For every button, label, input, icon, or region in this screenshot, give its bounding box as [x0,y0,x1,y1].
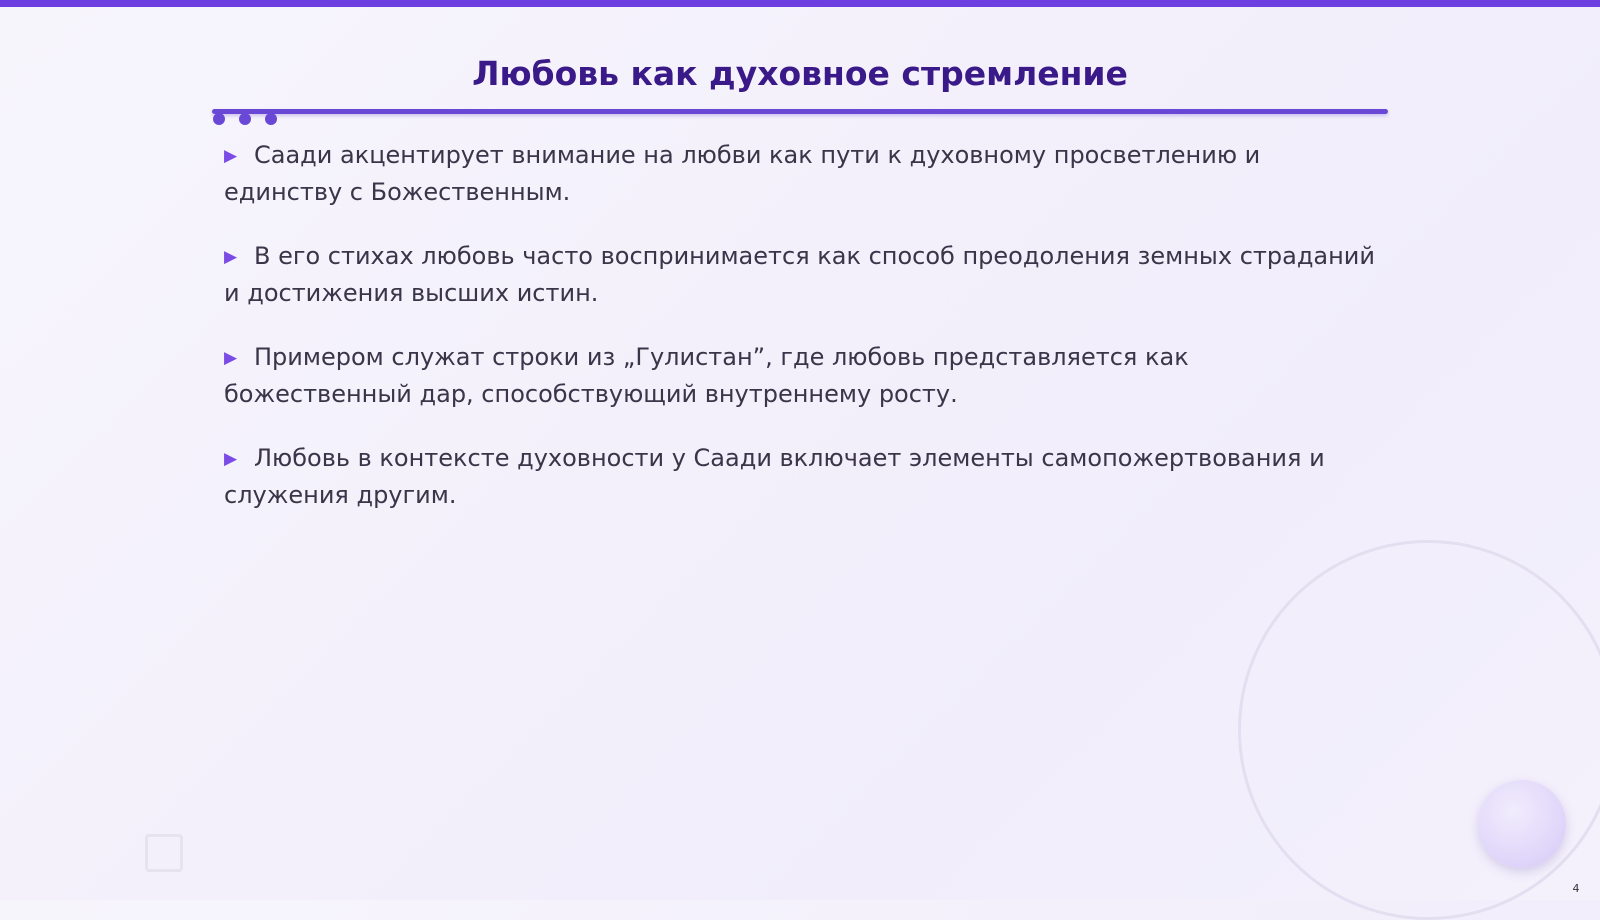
bullet-list [224,137,1384,541]
bullet-text: Саади акцентирует внимание на любви как пути к духовному просветлению и единству с Божественным. [224,141,1261,206]
decorative-dot [265,113,277,125]
decorative-dot [213,113,225,125]
bullet-item [224,440,1384,513]
triangle-bullet-icon: ▶ [224,449,238,469]
slide-title: Любовь как духовное стремление [472,54,1128,93]
triangle-bullet-icon: ▶ [224,247,238,267]
page-number: 4 [1572,882,1580,895]
decorative-square [145,834,183,872]
decorative-orb [1478,780,1566,868]
bullet-item [224,339,1384,412]
decorative-dot [239,113,251,125]
decorative-ring [1238,540,1600,920]
triangle-bullet-icon: ▶ [224,348,238,368]
triangle-bullet-icon: ▶ [224,146,238,166]
bullet-item [224,137,1384,210]
title-underline [212,109,1388,114]
top-accent-bar [0,0,1600,7]
bullet-text: Примером служат строки из „Гулистан”, где любовь представляется как божественный дар, способствующий внутреннему росту. [224,343,1189,408]
bullet-item [224,238,1384,311]
bullet-text: Любовь в контексте духовности у Саади включает элементы самопожертвования и служения другим. [224,444,1325,509]
bullet-text: В его стихах любовь часто воспринимается как способ преодоления земных страданий и достижения высших истин. [224,242,1376,307]
